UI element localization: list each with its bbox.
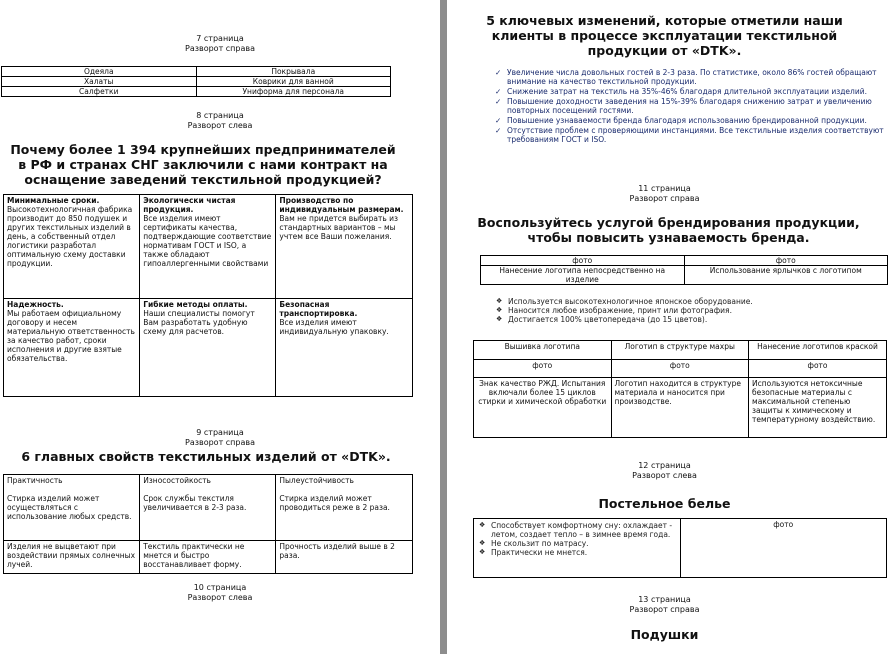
table-row: [481, 256, 888, 266]
table-row: [474, 359, 887, 378]
property-text: Стирка изделий может осуществляться с использование любых средств.: [7, 494, 132, 521]
table-row: [474, 341, 887, 360]
photo-cell: фото: [611, 359, 749, 378]
check-icon: ✓: [495, 126, 502, 135]
properties-table: [3, 474, 413, 574]
table-row: [4, 541, 413, 574]
table-header-cell: Вышивка логотипа: [474, 341, 612, 360]
check-icon: ✓: [495, 97, 502, 106]
reason-cell: [4, 299, 140, 397]
table-cell: Использование ярлычков с логотипом: [684, 266, 888, 285]
table-row: [4, 475, 413, 541]
table-cell: Нанесение логотипа непосредственно на изделие: [481, 266, 685, 285]
table-header-cell: Логотип в структуре махры: [611, 341, 749, 360]
table-row: [481, 266, 888, 285]
list-item: ❖ Используется высокотехнологичное японское оборудование.: [496, 297, 753, 306]
section-heading: Почему более 1 394 крупнейших предпринимателей в РФ и странах СНГ заключили с нами контракт на оснащение заведений текстильной продукцией?: [10, 142, 396, 187]
caption-subtitle: Разворот справа: [185, 438, 255, 447]
reason-title: Минимальные сроки.: [7, 196, 100, 205]
list-item: ✓ Снижение затрат на текстиль на 35%-46% благодаря длительной эксплуатации изделий.: [495, 87, 867, 96]
property-cell: [140, 475, 276, 541]
changes-list: [493, 68, 889, 145]
reason-cell: [4, 195, 140, 299]
caption-number: 8 страница: [196, 111, 244, 120]
caption-number: 10 страница: [193, 583, 247, 592]
bedding-list: [477, 521, 677, 557]
photo-cell: фото: [749, 359, 887, 378]
table-cell: Салфетки: [2, 87, 197, 97]
table-cell: Знак качество РЖД. Испытания включали более 15 циклов стирки и химической обработки: [474, 378, 612, 438]
diamond-bullet-icon: ❖: [496, 297, 503, 305]
caption-number: 13 страница: [638, 595, 691, 604]
list-item: ✓ Повышение узнаваемости бренда благодаря использованию брендированной продукции.: [495, 116, 867, 125]
property-cell: Изделия не выцветают при воздействии прямых солнечных лучей.: [4, 541, 140, 574]
caption-subtitle: Разворот слева: [187, 121, 253, 130]
property-text: Стирка изделий может проводиться реже в 2 раза.: [279, 494, 390, 512]
reason-cell: [276, 299, 413, 397]
bedding-table: [473, 518, 887, 578]
caption-subtitle: Разворот справа: [185, 44, 255, 53]
page-caption: [447, 595, 882, 615]
caption-subtitle: Разворот справа: [629, 605, 700, 614]
reason-cell: [140, 299, 276, 397]
page-caption: [0, 583, 440, 603]
table-header-cell: Нанесение логотипов краской: [749, 341, 887, 360]
table-cell: Коврики для ванной: [196, 77, 391, 87]
reason-title: Экологически чистая продукция.: [143, 196, 236, 214]
section-heading: Постельное белье: [598, 496, 731, 511]
property-title: Пылеустойчивость: [279, 476, 354, 485]
property-cell: Прочность изделий выше в 2 раза.: [276, 541, 413, 574]
reason-title: Безопасная транспортировка.: [279, 300, 358, 318]
table-row: [4, 299, 413, 397]
caption-number: 12 страница: [638, 461, 691, 470]
table-cell: Униформа для персонала: [196, 87, 391, 97]
branding-table: [480, 255, 888, 285]
photo-cell: фото: [481, 256, 685, 266]
tech-list: [494, 297, 874, 324]
reasons-table: [3, 194, 413, 397]
reason-text: Высокотехнологичная фабрика производит до 850 подушек и других текстильных изделий в день, а собственный отдел логистики разработал оптимальную схему доставки продукции.: [7, 205, 133, 268]
table-row: [2, 87, 391, 97]
table-cell: Логотип находится в структуре материала и наносится при производстве.: [611, 378, 749, 438]
reason-title: Надежность.: [7, 300, 64, 309]
reason-text: Все изделия имеют индивидуальную упаковку.: [279, 318, 389, 336]
property-title: Практичность: [7, 476, 63, 485]
reason-title: Производство по индивидуальным размерам.: [279, 196, 404, 214]
table-row: [2, 67, 391, 77]
photo-cell: фото: [474, 359, 612, 378]
property-text: Срок службы текстиля увеличивается в 2-3 раза.: [143, 494, 247, 512]
property-cell: [276, 475, 413, 541]
list-item: ❖ Наносится любое изображение, принт или фотография.: [496, 306, 732, 315]
diamond-bullet-icon: ❖: [479, 521, 486, 529]
caption-number: 11 страница: [638, 184, 691, 193]
reason-cell: [140, 195, 276, 299]
section-heading: Воспользуйтесь услугой брендирования продукции, чтобы повысить узнаваемость бренда.: [477, 215, 860, 245]
table-row: [474, 378, 887, 438]
page-caption: [447, 184, 882, 204]
list-item: ❖ Не скользит по матрасу.: [479, 539, 589, 548]
section-heading: 6 главных свойств текстильных изделий от «DTK».: [21, 449, 391, 464]
methods-table: [473, 340, 887, 438]
page-caption: [447, 461, 882, 481]
table-cell: Покрывала: [196, 67, 391, 77]
reason-cell: [276, 195, 413, 299]
table-cell: Используются нетоксичные безопасные материалы с максимальной степенью защиты к химическому и температурному воздействию.: [749, 378, 887, 438]
reason-text: Все изделия имеют сертификаты качества, подтверждающие соответствие нормативам ГОСТ и ISO, а также обладают гипоаллергенными свойствами: [143, 214, 272, 268]
section-heading: 5 ключевых изменений, которые отметили наши клиенты в процессе эксплуатации текстильной продукции от «DTK».: [486, 13, 843, 58]
right-page: [447, 0, 896, 654]
reason-text: Наши специалисты помогут Вам разработать удобную схему для расчетов.: [143, 309, 255, 336]
list-item: ❖ Практически не мнется.: [479, 548, 588, 557]
check-icon: ✓: [495, 116, 502, 125]
caption-subtitle: Разворот справа: [629, 194, 700, 203]
reason-title: Гибкие методы оплаты.: [143, 300, 248, 309]
caption-number: 7 страница: [196, 34, 244, 43]
page-caption: [0, 111, 440, 131]
left-page: [0, 0, 440, 654]
caption-number: 9 страница: [196, 428, 244, 437]
diamond-bullet-icon: ❖: [479, 539, 486, 547]
photo-cell: фото: [680, 519, 887, 578]
section-heading: Подушки: [630, 627, 699, 642]
list-item: ✓ Отсутствие проблем с проверяющими инстанциями. Все текстильные изделия соответствуют требованиям ГОСТ и ISO.: [495, 126, 884, 144]
table-row: [2, 77, 391, 87]
diamond-bullet-icon: ❖: [496, 306, 503, 314]
product-list-table: [1, 66, 391, 97]
table-cell: Халаты: [2, 77, 197, 87]
caption-subtitle: Разворот слева: [187, 593, 253, 602]
check-icon: ✓: [495, 68, 502, 77]
list-item: ❖ Способствует комфортному сну: охлаждает - летом, создает тепло – в зимнее время года.: [479, 521, 673, 539]
list-item: ✓ Повышение доходности заведения на 15%-39% благодаря снижению затрат и увеличению повторных посещений гостями.: [495, 97, 872, 115]
property-title: Износостойкость: [143, 476, 211, 485]
diamond-bullet-icon: ❖: [496, 315, 503, 323]
list-item: ❖ Достигается 100% цветопередача (до 15 цветов).: [496, 315, 708, 324]
list-item: ✓ Увеличение числа довольных гостей в 2-3 раза. По статистике, около 86% гостей обращают внимание на качество текстильной продукции.: [495, 68, 877, 86]
reason-text: Вам не придется выбирать из стандартных вариантов – мы учтем все Ваши пожелания.: [279, 214, 399, 241]
table-row: [4, 195, 413, 299]
check-icon: ✓: [495, 87, 502, 96]
diamond-bullet-icon: ❖: [479, 548, 486, 556]
table-cell: Одеяла: [2, 67, 197, 77]
table-cell: [474, 519, 681, 578]
caption-subtitle: Разворот слева: [632, 471, 697, 480]
table-row: [474, 519, 887, 578]
property-cell: Текстиль практически не мнется и быстро восстанавливает форму.: [140, 541, 276, 574]
page-caption: [0, 428, 440, 448]
reason-text: Мы работаем официальному договору и несем материальную ответственность за качество работ, сроки исполнения и другие взятые обязательства.: [7, 309, 135, 363]
page-caption: [0, 34, 440, 54]
photo-cell: фото: [684, 256, 888, 266]
property-cell: [4, 475, 140, 541]
